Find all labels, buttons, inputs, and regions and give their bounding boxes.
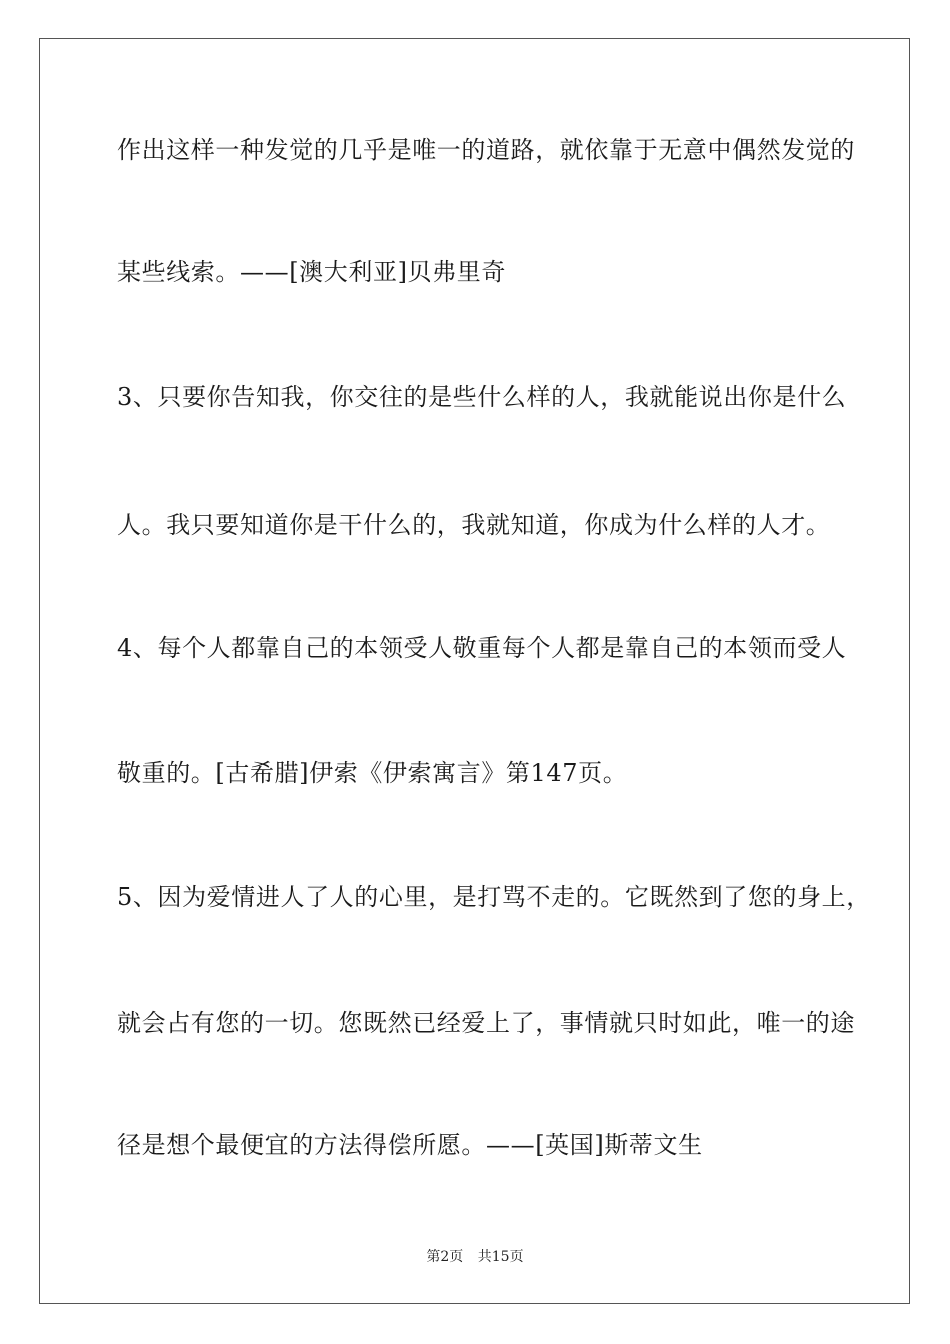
page-footer (0, 1248, 950, 1266)
body-text-line: 5、因为爱情进人了人的心里，是打骂不走的。它既然到了您的身上， (117, 883, 871, 911)
body-text-line: 某些线索。——[澳大利亚]贝弗里奇 (117, 258, 506, 286)
page-number: 第2页 (426, 1249, 464, 1265)
page-total: 共15页 (477, 1249, 524, 1265)
body-text-line: 4、每个人都靠自己的本领受人敬重每个人都是靠自己的本领而受人 (117, 634, 847, 662)
body-text-line: 3、只要你告知我，你交往的是些什么样的人，我就能说出你是什么 (117, 383, 847, 411)
body-text-line: 就会占有您的一切。您既然已经爱上了，事情就只时如此，唯一的途 (117, 1009, 855, 1037)
body-text-line: 人。我只要知道你是干什么的，我就知道，你成为什么样的人才。 (117, 511, 831, 539)
body-text-line: 作出这样一种发觉的几乎是唯一的道路，就依靠于无意中偶然发觉的 (117, 136, 855, 164)
body-text-line: 敬重的。[古希腊]伊索《伊索寓言》第147页。 (117, 759, 628, 787)
page-frame (39, 38, 910, 1304)
body-text-line: 径是想个最便宜的方法得偿所愿。——[英国]斯蒂文生 (117, 1131, 703, 1159)
